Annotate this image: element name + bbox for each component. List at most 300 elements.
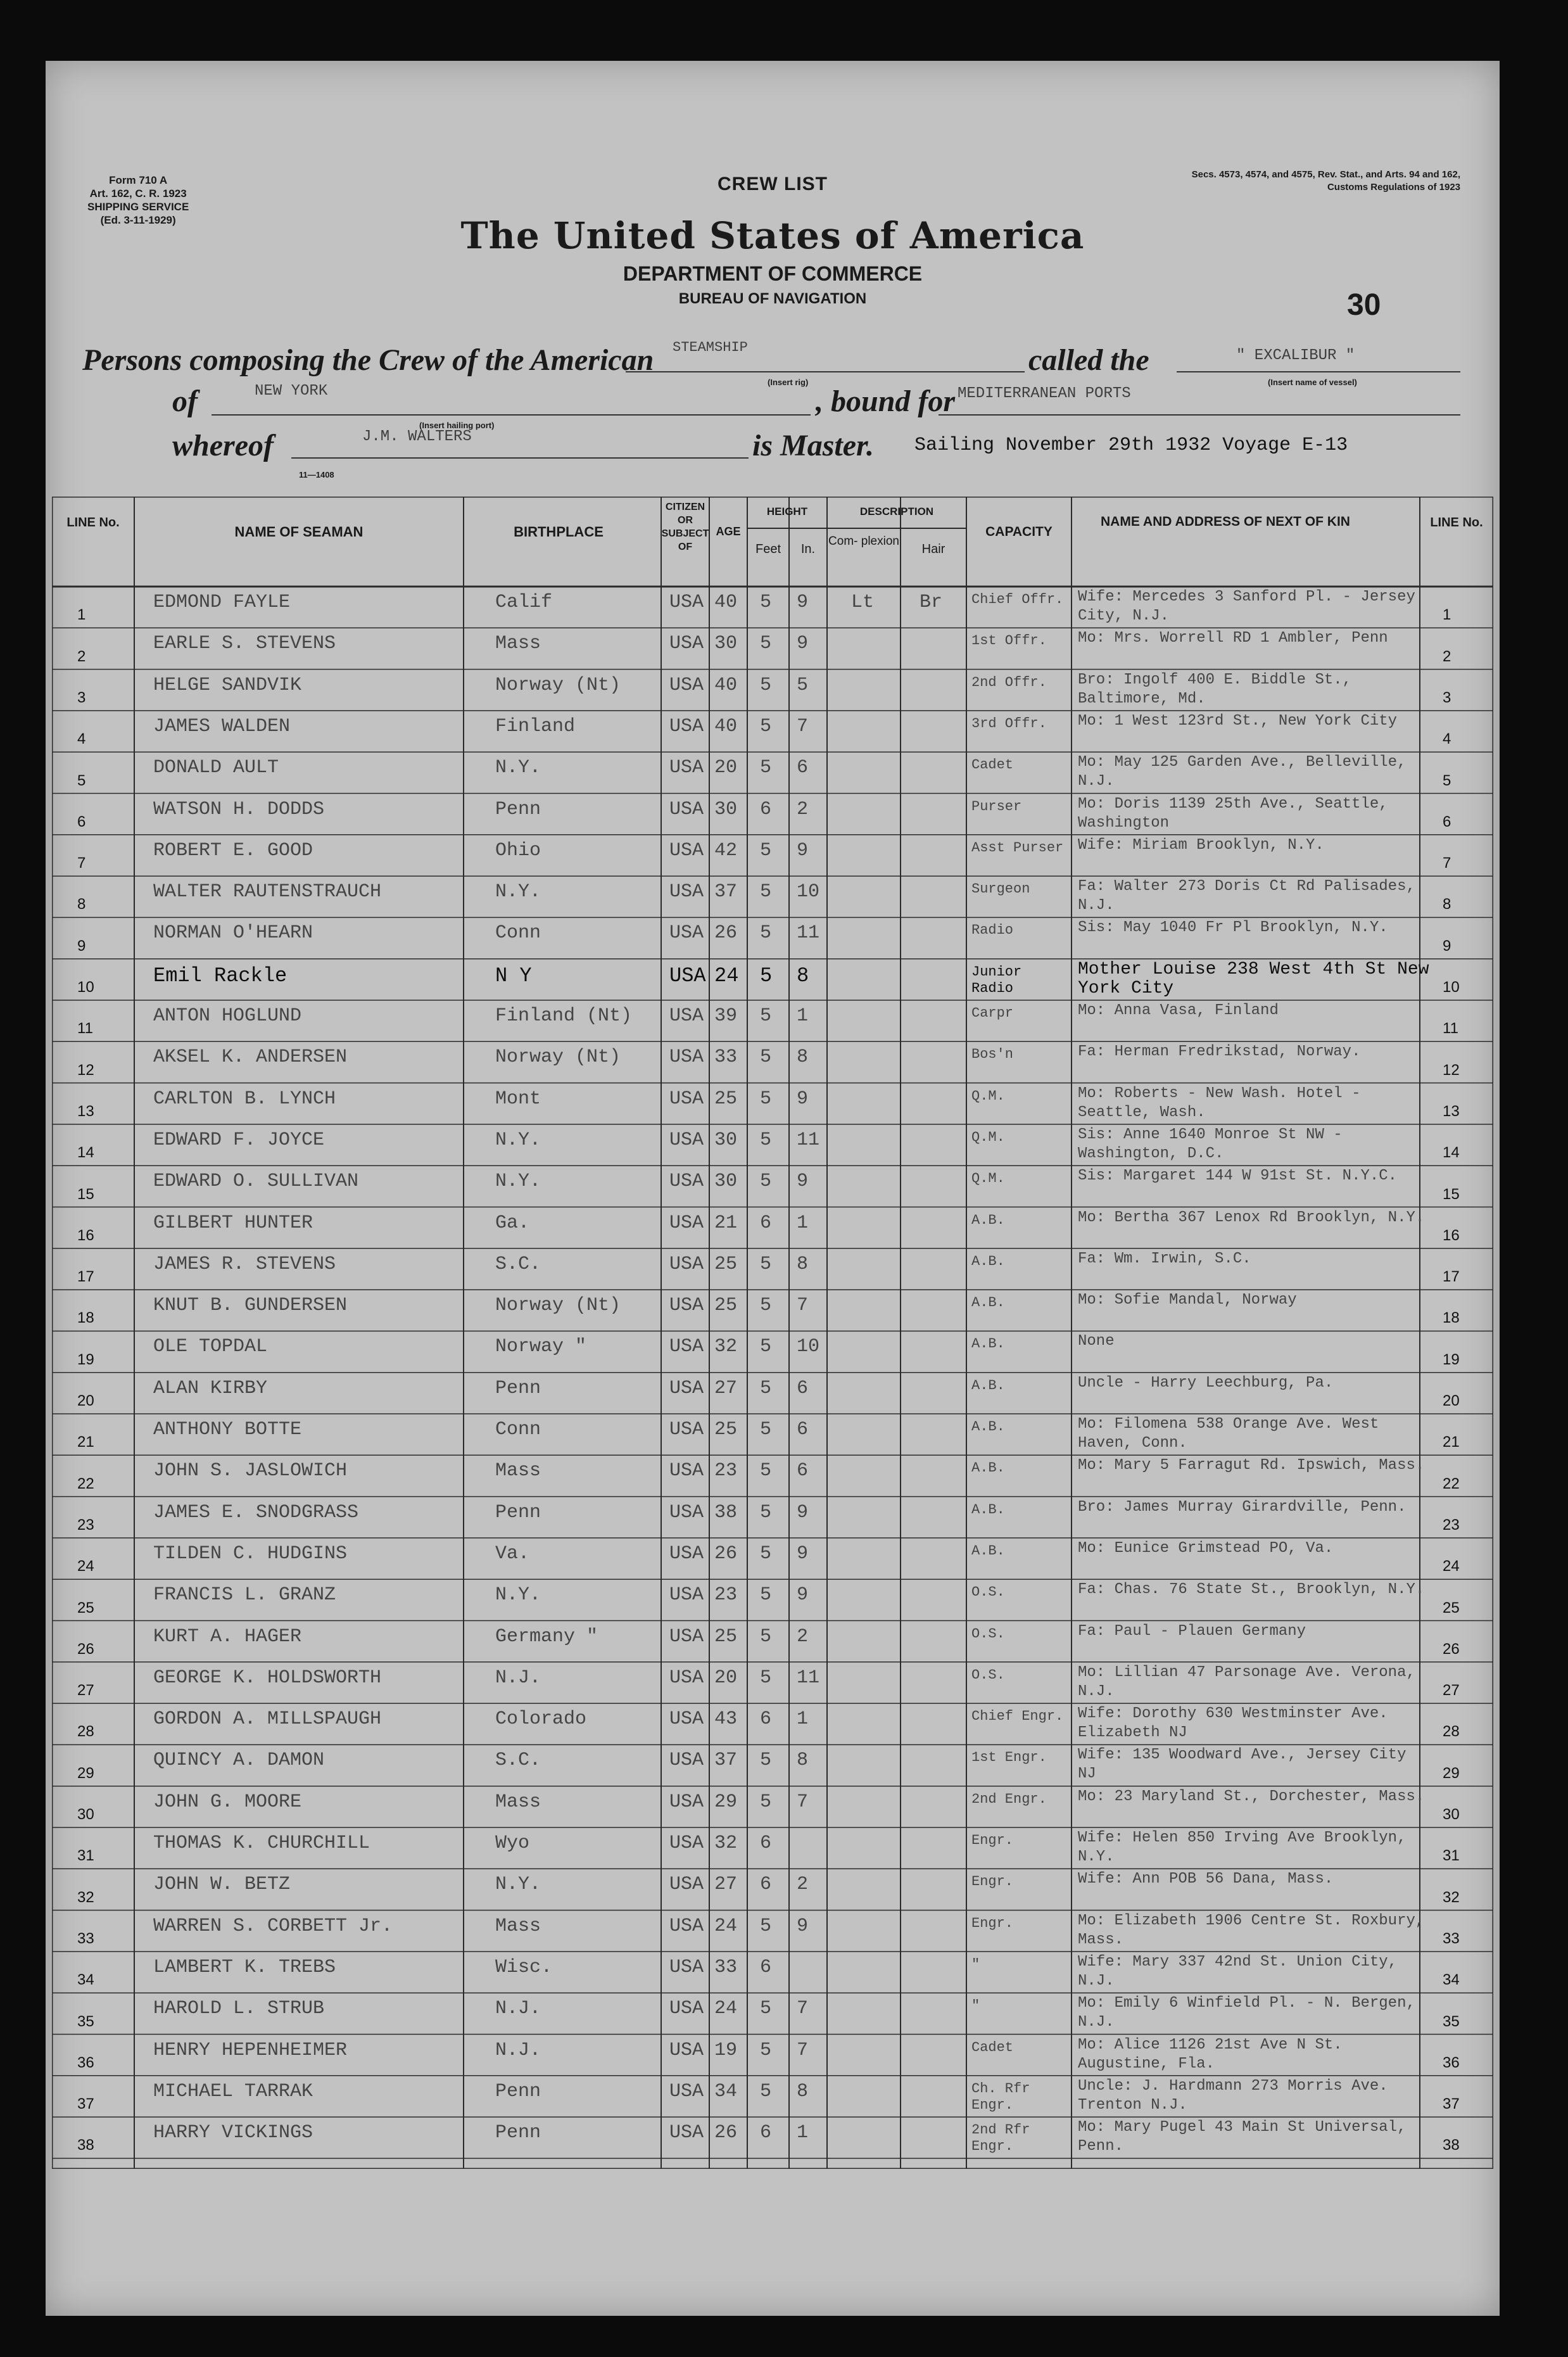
next-of-kin-cell: None — [1078, 1333, 1115, 1350]
line-number-right: 38 — [1443, 2137, 1460, 2154]
citizen-cell: USA — [669, 1501, 704, 1523]
citizen-cell: USA — [669, 715, 704, 737]
print-code: 11—1408 — [299, 470, 334, 480]
name-cell: CARLTON B. LYNCH — [153, 1088, 336, 1110]
name-cell: JOHN W. BETZ — [153, 1874, 291, 1896]
capacity-cell: A.B. — [971, 1501, 1005, 1518]
next-of-kin-cell: Mo: Doris 1139 25th Ave., Seattle, Washington — [1078, 795, 1388, 832]
name-cell: LAMBERT K. TREBS — [153, 1956, 336, 1978]
hailing-port-value: NEW YORK — [255, 383, 328, 400]
birthplace-cell: Mass — [495, 1791, 541, 1813]
age-cell: 33 — [714, 1046, 738, 1069]
inches-cell: 8 — [797, 1750, 809, 1772]
next-of-kin-cell: Fa: Walter 273 Doris Ct Rd Palisades, N.J. — [1078, 878, 1415, 915]
line-number-right: 30 — [1443, 1806, 1460, 1823]
name-cell: HAROLD L. STRUB — [153, 1998, 325, 2020]
citizen-cell: USA — [669, 1336, 704, 1358]
inches-cell: 11 — [797, 1667, 820, 1689]
citizen-cell: USA — [669, 1833, 704, 1854]
age-cell: 29 — [714, 1791, 738, 1813]
name-cell: EDMOND FAYLE — [153, 592, 291, 613]
inches-cell: 10 — [797, 881, 820, 903]
citizen-cell: USA — [669, 633, 704, 655]
name-cell: JOHN S. JASLOWICH — [153, 1460, 348, 1482]
line-number-right: 16 — [1443, 1226, 1460, 1244]
header-age: AGE — [716, 525, 741, 538]
feet-cell: 5 — [760, 1460, 772, 1482]
line-number-right: 33 — [1443, 1929, 1460, 1947]
name-cell: QUINCY A. DAMON — [153, 1750, 325, 1772]
inches-cell: 8 — [797, 963, 809, 988]
line-number-right: 32 — [1443, 1888, 1460, 1906]
citizen-cell: USA — [669, 1129, 704, 1151]
capacity-cell: O.S. — [971, 1625, 1005, 1642]
line-number-right: 34 — [1443, 1971, 1460, 1989]
line-number-right: 2 — [1443, 647, 1451, 665]
birthplace-cell: Penn — [495, 1377, 541, 1399]
citizen-cell: USA — [669, 1046, 704, 1069]
name-cell: ANTON HOGLUND — [153, 1005, 302, 1027]
birthplace-cell: Wyo — [495, 1833, 530, 1854]
name-cell: THOMAS K. CHURCHILL — [153, 1833, 370, 1854]
name-cell: HENRY HEPENHEIMER — [153, 2039, 348, 2061]
header-line-no: LINE No. — [66, 516, 120, 530]
birthplace-cell: S.C. — [495, 1750, 541, 1772]
inches-cell: 6 — [797, 1460, 809, 1482]
citizen-cell: USA — [669, 1667, 704, 1689]
name-cell: MICHAEL TARRAK — [153, 2080, 313, 2102]
line-number-right: 19 — [1443, 1350, 1460, 1368]
line-number: 36 — [77, 2054, 94, 2071]
line-number-right: 15 — [1443, 1185, 1460, 1203]
name-cell: KNUT B. GUNDERSEN — [153, 1295, 348, 1317]
citizen-cell: USA — [669, 2080, 704, 2102]
feet-cell: 5 — [760, 1791, 772, 1813]
age-cell: 24 — [714, 963, 739, 988]
capacity-cell: O.S. — [971, 1667, 1005, 1683]
feet-cell: 5 — [760, 1667, 772, 1689]
inches-cell: 8 — [797, 1046, 809, 1069]
feet-cell: 5 — [760, 592, 772, 613]
birthplace-cell: Mont — [495, 1088, 541, 1110]
feet-cell: 5 — [760, 1584, 772, 1606]
inches-cell: 2 — [797, 798, 809, 820]
crew-table — [52, 497, 1493, 2169]
birthplace-cell: Conn — [495, 922, 541, 944]
birthplace-cell: N.J. — [495, 1667, 541, 1689]
birthplace-cell: N.J. — [495, 2039, 541, 2061]
line-number-right: 10 — [1443, 979, 1460, 996]
inches-cell: 9 — [797, 1542, 809, 1565]
feet-cell: 5 — [760, 1501, 772, 1523]
line-number: 8 — [77, 896, 86, 913]
citizen-cell: USA — [669, 1460, 704, 1482]
rig-hint: (Insert rig) — [768, 378, 809, 387]
age-cell: 37 — [714, 881, 738, 903]
inches-cell: 6 — [797, 757, 809, 779]
line-number-right: 4 — [1443, 730, 1451, 748]
age-cell: 30 — [714, 633, 738, 655]
header-birthplace: BIRTHPLACE — [514, 524, 604, 540]
line-number: 27 — [77, 1682, 94, 1699]
next-of-kin-cell: Mo: Mrs. Worrell RD 1 Ambler, Penn — [1078, 630, 1388, 647]
feet-cell: 5 — [760, 2039, 772, 2061]
citizen-cell: USA — [669, 1750, 704, 1772]
age-cell: 26 — [714, 2122, 738, 2144]
rig-value: STEAMSHIP — [673, 340, 748, 355]
line-number-right: 23 — [1443, 1516, 1460, 1534]
inches-cell: 9 — [797, 1088, 809, 1110]
line-number-right: 9 — [1443, 937, 1451, 955]
age-cell: 32 — [714, 1336, 738, 1358]
next-of-kin-cell: Mo: Emily 6 Winfield Pl. - N. Bergen, N.J. — [1078, 1995, 1415, 2031]
persons-label: Persons composing the Crew of the American — [82, 343, 654, 377]
citizen-cell: USA — [669, 1708, 704, 1731]
birthplace-cell: Ga. — [495, 1212, 530, 1234]
capacity-cell: 1st Engr. — [971, 1750, 1047, 1766]
header-height: HEIGHT — [766, 505, 808, 518]
feet-cell: 5 — [760, 839, 772, 861]
birthplace-cell: Penn — [495, 2080, 541, 2102]
capacity-cell: A.B. — [971, 1336, 1005, 1352]
citizen-cell: USA — [669, 1874, 704, 1896]
citizen-cell: USA — [669, 1005, 704, 1027]
called-label: called the — [1028, 343, 1149, 377]
name-cell: WATSON H. DODDS — [153, 798, 325, 820]
name-cell: JAMES R. STEVENS — [153, 1253, 336, 1275]
capacity-cell: 2nd Engr. — [971, 1791, 1047, 1807]
bureau-heading: BUREAU OF NAVIGATION — [678, 290, 867, 307]
name-cell: JAMES E. SNODGRASS — [153, 1501, 359, 1523]
citizen-cell: USA — [669, 592, 704, 613]
citizen-cell: USA — [669, 2039, 704, 2061]
name-cell: GORDON A. MILLSPAUGH — [153, 1708, 382, 1731]
line-number: 29 — [77, 1764, 94, 1782]
feet-cell: 5 — [760, 1625, 772, 1648]
feet-cell: 5 — [760, 757, 772, 779]
age-cell: 38 — [714, 1501, 738, 1523]
line-number-right: 29 — [1443, 1764, 1460, 1782]
line-number-right: 25 — [1443, 1599, 1460, 1617]
master-value: J.M. WALTERS — [362, 428, 472, 445]
destination-value: MEDITERRANEAN PORTS — [958, 385, 1131, 402]
name-cell: EDWARD O. SULLIVAN — [153, 1171, 359, 1193]
age-cell: 34 — [714, 2080, 738, 2102]
feet-cell: 5 — [760, 1088, 772, 1110]
line-number: 7 — [77, 854, 86, 872]
age-cell: 25 — [714, 1295, 738, 1317]
line-number: 32 — [77, 1888, 94, 1906]
name-cell: JAMES WALDEN — [153, 715, 291, 737]
age-cell: 37 — [714, 1750, 738, 1772]
line-number: 24 — [77, 1558, 94, 1575]
birthplace-cell: Mass — [495, 1915, 541, 1937]
age-cell: 23 — [714, 1460, 738, 1482]
next-of-kin-cell: Wife: Mercedes 3 Sanford Pl. - Jersey City, N.J. — [1078, 588, 1415, 625]
citizen-cell: USA — [669, 1998, 704, 2020]
birthplace-cell: Norway " — [495, 1336, 587, 1358]
header-inches: In. — [800, 542, 816, 556]
header-feet: Feet — [755, 542, 781, 556]
citizen-cell: USA — [669, 2122, 704, 2144]
feet-cell: 6 — [760, 1833, 772, 1854]
feet-cell: 5 — [760, 674, 772, 696]
name-cell: DONALD AULT — [153, 757, 279, 779]
birthplace-cell: Penn — [495, 798, 541, 820]
birthplace-cell: Norway (Nt) — [495, 1295, 621, 1317]
birthplace-cell: Colorado — [495, 1708, 587, 1731]
feet-cell: 5 — [760, 1377, 772, 1399]
age-cell: 27 — [714, 1874, 738, 1896]
name-cell: HARRY VICKINGS — [153, 2122, 313, 2144]
birthplace-cell: Va. — [495, 1542, 530, 1565]
capacity-cell: A.B. — [971, 1212, 1005, 1228]
line-number-right: 27 — [1443, 1682, 1460, 1699]
capacity-cell: " — [971, 1956, 980, 1973]
birthplace-cell: Norway (Nt) — [495, 1046, 621, 1069]
page-number: 30 — [1347, 288, 1381, 322]
next-of-kin-cell: Wife: Dorothy 630 Westminster Ave. Elizabeth NJ — [1078, 1705, 1388, 1742]
line-number: 38 — [77, 2137, 94, 2154]
citizen-cell: USA — [669, 1377, 704, 1399]
next-of-kin-cell: Mother Louise 238 West 4th St New York City — [1078, 960, 1429, 998]
next-of-kin-cell: Mo: Filomena 538 Orange Ave. West Haven, Conn. — [1078, 1416, 1379, 1452]
line-number-right: 35 — [1443, 2012, 1460, 2030]
line-number-right: 36 — [1443, 2054, 1460, 2071]
line-number: 16 — [77, 1226, 94, 1244]
line-number-right: 20 — [1443, 1392, 1460, 1409]
line-number: 26 — [77, 1640, 94, 1658]
age-cell: 25 — [714, 1419, 738, 1440]
inches-cell: 9 — [797, 1584, 809, 1606]
inches-cell: 1 — [797, 2122, 809, 2144]
capacity-cell: A.B. — [971, 1253, 1005, 1269]
citizen-cell: USA — [669, 757, 704, 779]
header-hair: Hair — [921, 542, 945, 556]
age-cell: 20 — [714, 757, 738, 779]
capacity-cell: Junior Radio — [971, 963, 1022, 996]
line-number-right: 31 — [1443, 1847, 1460, 1865]
name-cell: GEORGE K. HOLDSWORTH — [153, 1667, 382, 1689]
line-number: 3 — [77, 689, 86, 706]
feet-cell: 6 — [760, 1708, 772, 1731]
age-cell: 40 — [714, 715, 738, 737]
age-cell: 27 — [714, 1377, 738, 1399]
age-cell: 32 — [714, 1833, 738, 1854]
name-cell: EDWARD F. JOYCE — [153, 1129, 325, 1151]
next-of-kin-cell: Fa: Chas. 76 State St., Brooklyn, N.Y. — [1078, 1581, 1425, 1599]
capacity-cell: A.B. — [971, 1542, 1005, 1559]
age-cell: 20 — [714, 1667, 738, 1689]
hair-cell: Br — [920, 592, 943, 613]
feet-cell: 6 — [760, 2122, 772, 2144]
age-cell: 24 — [714, 1915, 738, 1937]
capacity-cell: Ch. Rfr Engr. — [971, 2080, 1030, 2113]
birthplace-cell: Germany " — [495, 1625, 598, 1648]
feet-cell: 5 — [760, 963, 773, 988]
birthplace-cell: N.Y. — [495, 1171, 541, 1193]
line-number: 2 — [77, 647, 86, 665]
birthplace-cell: N.Y. — [495, 1129, 541, 1151]
line-number-right: 12 — [1443, 1061, 1460, 1079]
bound-label: , bound for — [816, 384, 956, 418]
capacity-cell: O.S. — [971, 1584, 1005, 1601]
name-cell: KURT A. HAGER — [153, 1625, 302, 1648]
line-number-right: 11 — [1443, 1020, 1458, 1038]
line-number: 25 — [77, 1599, 94, 1617]
capacity-cell: 2nd Offr. — [971, 674, 1047, 690]
birthplace-cell: Conn — [495, 1419, 541, 1440]
capacity-cell: Bos'n — [971, 1046, 1014, 1063]
next-of-kin-cell: Mo: Alice 1126 21st Ave N St. Augustine, Fla. — [1078, 2036, 1343, 2073]
line-number-right: 22 — [1443, 1475, 1460, 1492]
line-number-right: 8 — [1443, 896, 1451, 913]
next-of-kin-cell: Wife: Helen 850 Irving Ave Brooklyn, N.Y. — [1078, 1829, 1407, 1865]
birthplace-cell: Ohio — [495, 839, 541, 861]
birthplace-cell: N.Y. — [495, 1874, 541, 1896]
sailing-info: Sailing November 29th 1932 Voyage E-13 — [914, 435, 1348, 456]
line-number: 5 — [77, 772, 86, 789]
name-cell: NORMAN O'HEARN — [153, 922, 313, 944]
capacity-cell: Chief Offr. — [971, 592, 1064, 607]
next-of-kin-cell: Uncle - Harry Leechburg, Pa. — [1078, 1374, 1334, 1392]
next-of-kin-cell: Mo: 23 Maryland St., Dorchester, Mass. — [1078, 1788, 1425, 1805]
age-cell: 42 — [714, 839, 738, 861]
header-name: NAME OF SEAMAN — [234, 524, 364, 540]
next-of-kin-cell: Wife: Ann POB 56 Dana, Mass. — [1078, 1871, 1334, 1888]
line-number: 14 — [77, 1144, 94, 1162]
birthplace-cell: N.Y. — [495, 1584, 541, 1606]
line-number: 28 — [77, 1723, 94, 1741]
next-of-kin-cell: Mo: 1 West 123rd St., New York City — [1078, 712, 1398, 730]
feet-cell: 5 — [760, 1046, 772, 1069]
name-cell: ROBERT E. GOOD — [153, 839, 313, 861]
citizen-cell: USA — [669, 1915, 704, 1937]
name-cell: TILDEN C. HUDGINS — [153, 1542, 348, 1565]
inches-cell: 8 — [797, 2080, 809, 2102]
complexion-cell: Lt — [851, 592, 875, 613]
feet-cell: 5 — [760, 1336, 772, 1358]
age-cell: 33 — [714, 1956, 738, 1978]
feet-cell: 5 — [760, 922, 772, 944]
citizen-cell: USA — [669, 1625, 704, 1648]
age-cell: 43 — [714, 1708, 738, 1731]
next-of-kin-cell: Mo: Roberts - New Wash. Hotel - Seattle, Wash. — [1078, 1084, 1361, 1121]
name-cell: WALTER RAUTENSTRAUCH — [153, 881, 382, 903]
capacity-cell: Cadet — [971, 757, 1014, 773]
feet-cell: 5 — [760, 715, 772, 737]
inches-cell: 1 — [797, 1708, 809, 1731]
next-of-kin-cell: Mo: Sofie Mandal, Norway — [1078, 1292, 1297, 1309]
next-of-kin-cell: Fa: Wm. Irwin, S.C. — [1078, 1250, 1251, 1267]
birthplace-cell: N.Y. — [495, 881, 541, 903]
citizen-cell: USA — [669, 922, 704, 944]
age-cell: 23 — [714, 1584, 738, 1606]
capacity-cell: Engr. — [971, 1915, 1014, 1931]
feet-cell: 5 — [760, 1129, 772, 1151]
whereof-label: whereof — [172, 429, 274, 462]
capacity-cell: A.B. — [971, 1419, 1005, 1435]
statute-reference: Secs. 4573, 4574, and 4575, Rev. Stat., and Arts. 94 and 162, Customs Regulations of 1923 — [1191, 169, 1460, 193]
feet-cell: 5 — [760, 1295, 772, 1317]
inches-cell: 10 — [797, 1336, 820, 1358]
age-cell: 30 — [714, 1171, 738, 1193]
next-of-kin-cell: Bro: Ingolf 400 E. Biddle St., Baltimore, Md. — [1078, 671, 1352, 708]
next-of-kin-cell: Wife: Miriam Brooklyn, N.Y. — [1078, 836, 1324, 854]
birthplace-cell: Wisc. — [495, 1956, 553, 1978]
header-next-of-kin: NAME AND ADDRESS OF NEXT OF KIN — [1101, 514, 1350, 529]
feet-cell: 5 — [760, 1915, 772, 1937]
capacity-cell: Q.M. — [971, 1171, 1005, 1187]
inches-cell: 9 — [797, 839, 809, 861]
hailing-hint: (Insert hailing port) — [419, 421, 495, 430]
line-number-right: 37 — [1443, 2095, 1460, 2113]
inches-cell: 11 — [797, 1129, 820, 1151]
birthplace-cell: Calif — [495, 592, 553, 613]
line-number: 33 — [77, 1929, 94, 1947]
age-cell: 26 — [714, 922, 738, 944]
inches-cell: 7 — [797, 715, 809, 737]
age-cell: 25 — [714, 1625, 738, 1648]
birthplace-cell: N.Y. — [495, 757, 541, 779]
line-number: 4 — [77, 730, 86, 748]
inches-cell: 7 — [797, 1998, 809, 2020]
birthplace-cell: Finland (Nt) — [495, 1005, 633, 1027]
feet-cell: 5 — [760, 1419, 772, 1440]
birthplace-cell: Norway (Nt) — [495, 674, 621, 696]
line-number: 11 — [77, 1020, 93, 1038]
header-complexion: Com- plexion — [828, 535, 899, 548]
next-of-kin-cell: Bro: James Murray Girardville, Penn. — [1078, 1498, 1407, 1516]
age-cell: 39 — [714, 1005, 738, 1027]
line-number-right: 21 — [1443, 1433, 1460, 1451]
inches-cell: 7 — [797, 1791, 809, 1813]
line-number-right: 17 — [1443, 1268, 1460, 1286]
header-line-no-right: LINE No. — [1430, 516, 1483, 530]
inches-cell: 1 — [797, 1212, 809, 1234]
capacity-cell: 1st Offr. — [971, 633, 1047, 649]
capacity-cell: Engr. — [971, 1874, 1014, 1890]
feet-cell: 5 — [760, 1998, 772, 2020]
age-cell: 40 — [714, 592, 738, 613]
capacity-cell: Engr. — [971, 1833, 1014, 1848]
next-of-kin-cell: Uncle: J. Hardmann 273 Morris Ave. Trenton N.J. — [1078, 2077, 1388, 2114]
next-of-kin-cell: Sis: Margaret 144 W 91st St. N.Y.C. — [1078, 1167, 1398, 1185]
country-heading: The United States of America — [460, 214, 1085, 257]
inches-cell: 11 — [797, 922, 820, 944]
inches-cell: 9 — [797, 1915, 809, 1937]
next-of-kin-cell: Mo: Elizabeth 1906 Centre St. Roxbury, Mass. — [1078, 1912, 1425, 1948]
line-number: 35 — [77, 2012, 94, 2030]
birthplace-cell: S.C. — [495, 1253, 541, 1275]
header-description: DESCRIPTION — [859, 505, 934, 518]
birthplace-cell: Mass — [495, 1460, 541, 1482]
birthplace-cell: Finland — [495, 715, 576, 737]
next-of-kin-cell: Wife: Mary 337 42nd St. Union City, N.J. — [1078, 1953, 1398, 1990]
feet-cell: 6 — [760, 1212, 772, 1234]
capacity-cell: 3rd Offr. — [971, 715, 1047, 732]
line-number: 12 — [77, 1061, 94, 1079]
line-number-right: 7 — [1443, 854, 1451, 872]
birthplace-cell: N Y — [495, 963, 532, 988]
inches-cell: 6 — [797, 1419, 809, 1440]
line-number: 34 — [77, 1971, 94, 1989]
inches-cell: 9 — [797, 592, 809, 613]
next-of-kin-cell: Sis: Anne 1640 Monroe St NW - Washington, D.C. — [1078, 1126, 1343, 1162]
line-number-right: 13 — [1443, 1102, 1460, 1120]
name-cell: HELGE SANDVIK — [153, 674, 302, 696]
line-number: 31 — [77, 1847, 94, 1865]
